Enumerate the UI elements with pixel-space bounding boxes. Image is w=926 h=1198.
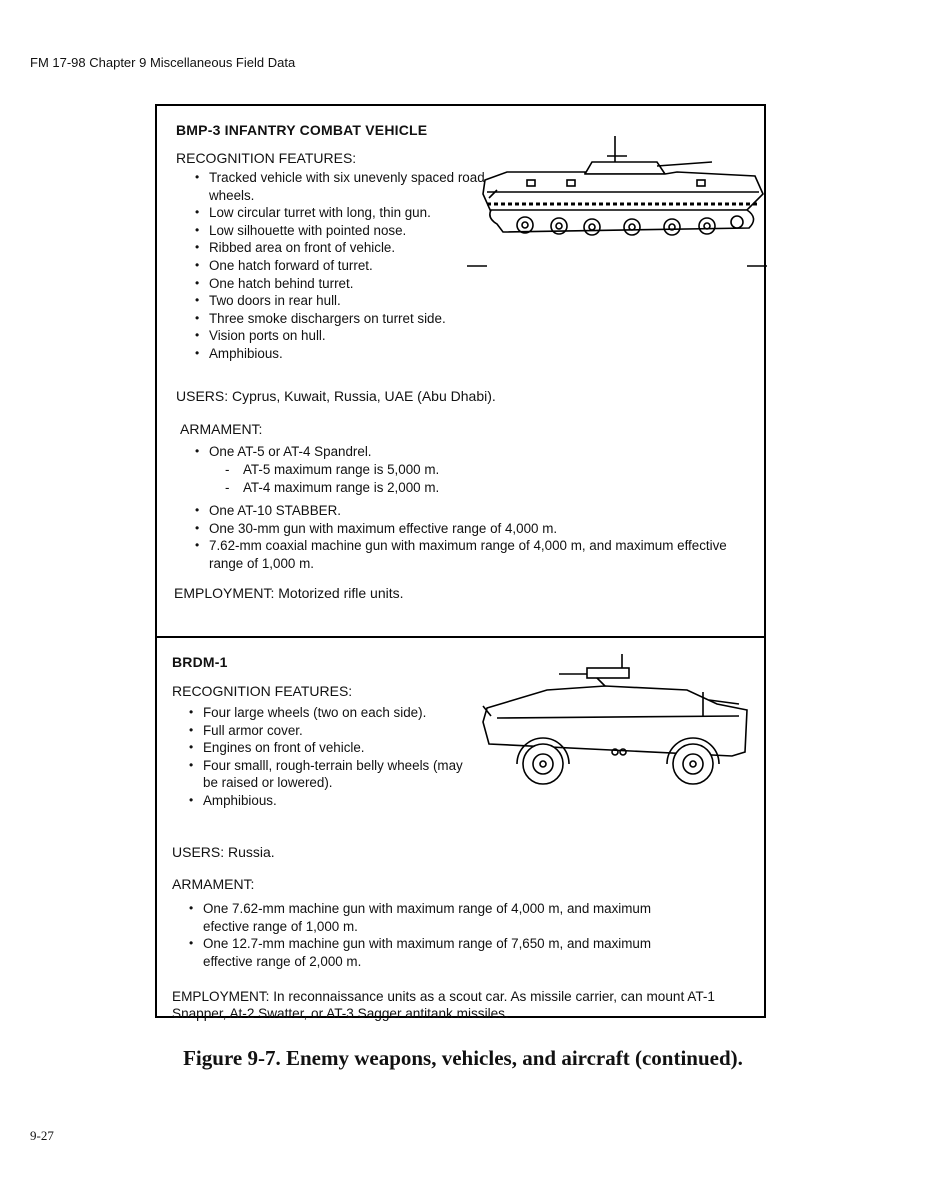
brdm1-title: BRDM-1 [172,654,228,670]
bmp3-users: USERS: Cyprus, Kuwait, Russia, UAE (Abu Dhabi). [176,388,496,404]
bmp3-feature: • Ribbed area on front of vehicle. [195,239,485,257]
bmp3-feature: • Low circular turret with long, thin gun. [195,204,485,222]
bmp3-illustration-icon [467,132,767,272]
bmp3-armament-sublist [195,461,755,496]
brdm1-feature: • Engines on front of vehicle. [189,739,479,757]
bmp3-title: BMP-3 INFANTRY COMBAT VEHICLE [176,122,428,138]
brdm1-illustration-icon [477,652,757,792]
bmp3-feature: • Tracked vehicle with six unevenly spaced road wheels. [195,169,485,204]
bmp3-armament-list-more [195,502,763,572]
bmp3-feature: • Vision ports on hull. [195,327,485,345]
brdm1-feature-list [189,704,479,810]
bmp3-armament-subitem: - AT-4 maximum range is 2,000 m. [225,479,440,495]
brdm1-feature: • Four large wheels (two on each side). [189,704,479,722]
bmp3-recognition-heading: RECOGNITION FEATURES: [176,150,357,166]
bmp3-feature: • Low silhouette with pointed nose. [195,222,485,240]
bmp3-employment: EMPLOYMENT: Motorized rifle units. [174,585,404,601]
bmp3-feature: • One hatch forward of turret. [195,257,485,275]
brdm1-recognition-heading: RECOGNITION FEATURES: [172,683,353,699]
brdm1-armament-list [189,900,689,970]
brdm1-feature: • Full armor cover. [189,722,479,740]
brdm1-armament-item: • One 7.62-mm machine gun with maximum range of 4,000 m, and maximum efective range of 1,000 m. [189,900,689,935]
brdm1-feature: • Four smalll, rough-terrain belly wheels (may be raised or lowered). [189,757,479,792]
bmp3-feature: • Amphibious. [195,345,485,363]
brdm1-users: USERS: Russia. [172,844,275,860]
bmp3-feature: • Two doors in rear hull. [195,292,485,310]
page-number: 9-27 [30,1128,54,1143]
bmp3-armament-item: • One 30-mm gun with maximum effective range of 4,000 m. [195,520,763,538]
bmp3-feature-list [195,169,485,363]
bmp3-panel [157,106,764,636]
bmp3-feature: • Three smoke dischargers on turret side. [195,310,485,328]
bmp3-armament-item: • One AT-10 STABBER. [195,502,763,520]
brdm1-armament-heading: ARMAMENT: [172,876,255,892]
brdm1-armament-item: • One 12.7-mm machine gun with maximum range of 7,650 m, and maximum effective range of 2,000 m. [189,935,689,970]
brdm1-panel [157,636,764,1021]
figure-caption: Figure 9-7. Enemy weapons, vehicles, and aircraft (continued). [183,1046,743,1070]
bmp3-feature: • One hatch behind turret. [195,275,485,293]
bmp3-armament-subitem: - AT-5 maximum range is 5,000 m. [225,462,440,477]
bmp3-armament-heading: ARMAMENT: [180,421,263,437]
brdm1-employment: EMPLOYMENT: In reconnaissance units as a scout car. As missile carrier, can mount AT-1 Snapper, At-2 Swatter, or AT-3 Sagger antitank missiles. [172,989,715,1021]
bmp3-armament-item: • One AT-5 or AT-4 Spandrel. [195,443,763,461]
brdm1-feature: • Amphibious. [189,792,479,810]
figure-frame [155,104,766,1021]
bmp3-armament-list [195,443,763,461]
running-header: FM 17-98 Chapter 9 Miscellaneous Field Data [30,55,296,70]
bmp3-armament-item: • 7.62-mm coaxial machine gun with maximum range of 4,000 m, and maximum effective range of 1,000 m. [195,537,763,572]
